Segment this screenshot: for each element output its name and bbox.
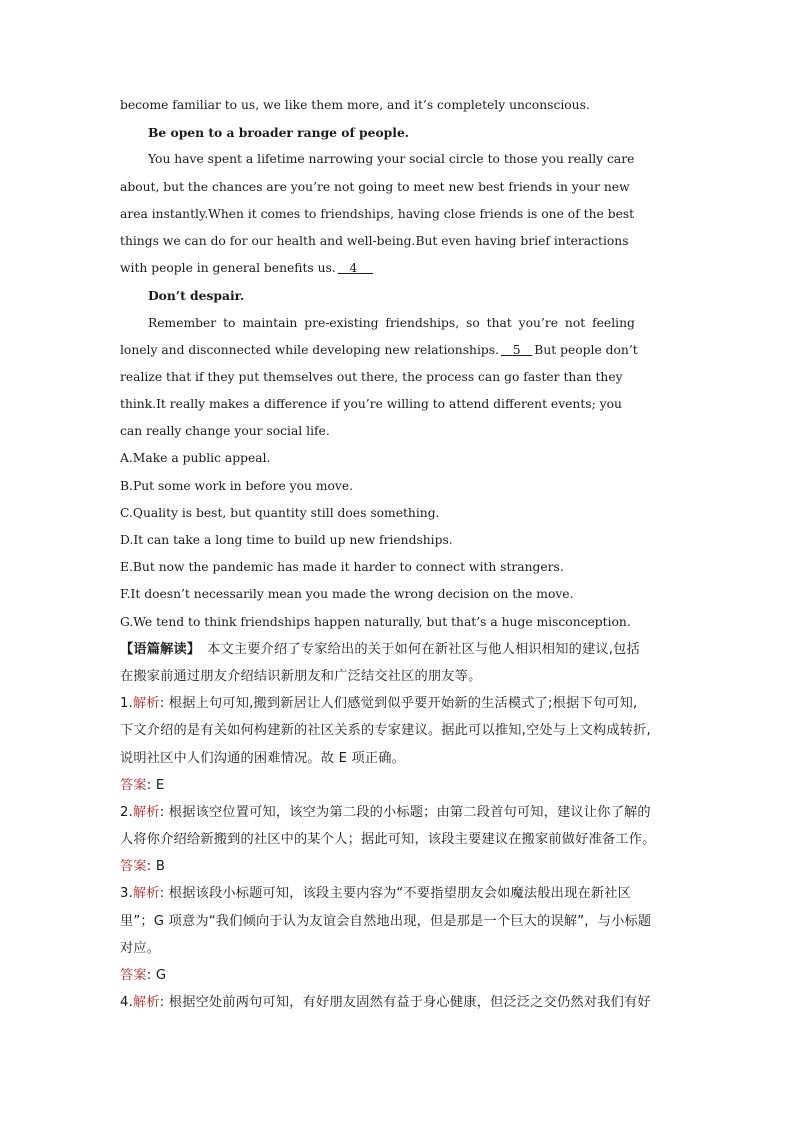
summary-line: 在搬家前通过朋友介绍结识新朋友和广泛结交社区的朋友等。 bbox=[120, 668, 482, 684]
passage-text: with people in general benefits us. bbox=[120, 261, 336, 276]
summary-text: 本文主要介绍了专家给出的关于如何在新社区与他人相识相知的建议,包括 bbox=[193, 641, 640, 657]
document-page bbox=[120, 92, 680, 1016]
analysis-label: 解析 bbox=[132, 696, 160, 712]
analysis-line: 对应。 bbox=[120, 940, 161, 956]
option-c: C.Quality is best, but quantity still does something. bbox=[120, 505, 440, 520]
passage-line: You have spent a lifetime narrowing your social circle to those you really care bbox=[148, 152, 635, 167]
question-number: 1. bbox=[120, 696, 133, 712]
analysis-line: 下文介绍的是有关如何构建新的社区关系的专家建议。据此可以推知,空处与上文构成转折, bbox=[120, 723, 651, 739]
section-heading-5: Don’t despair. bbox=[148, 288, 245, 304]
blank-number: 4 bbox=[349, 261, 358, 276]
question-number: 2. bbox=[120, 804, 133, 820]
passage-line: Remember to maintain pre-existing friendships, so that you’re not feeling bbox=[148, 315, 635, 330]
passage-text: lonely and disconnected while developing new relationships. bbox=[120, 342, 499, 357]
option-g: G.We tend to think friendships happen naturally, but that’s a huge misconception. bbox=[120, 614, 631, 629]
passage-line bbox=[120, 255, 680, 282]
analysis-text: : 根据该段小标题可知，该段主要内容为“不要指望朋友会如魔法般出现在新社区 bbox=[159, 886, 632, 902]
answer-1 bbox=[120, 772, 680, 799]
passage-line bbox=[120, 337, 680, 364]
analysis-line: 说明社区中人们沟通的困难情况。故 E 项正确。 bbox=[120, 750, 406, 766]
section-heading-4: Be open to a broader range of people. bbox=[148, 125, 410, 141]
blank-number: 5 bbox=[512, 342, 521, 357]
passage-line: realize that if they put themselves out there, the process can go faster than they bbox=[120, 369, 623, 384]
blank-4 bbox=[336, 255, 375, 282]
analysis-1 bbox=[120, 690, 680, 717]
analysis-label: 解析 bbox=[132, 995, 160, 1011]
question-number: 3. bbox=[120, 886, 133, 902]
question-number: 4. bbox=[120, 995, 133, 1011]
answer-value: : E bbox=[146, 777, 165, 793]
analysis-label: 解析 bbox=[132, 886, 160, 902]
analysis-2 bbox=[120, 799, 680, 826]
option-b: B.Put some work in before you move. bbox=[120, 478, 354, 493]
passage-text: But people don’t bbox=[534, 342, 638, 357]
answer-label: 答案 bbox=[120, 859, 147, 875]
analysis-4 bbox=[120, 989, 680, 1016]
summary-tag: 【语篇解读】 bbox=[120, 641, 194, 657]
passage-summary bbox=[120, 636, 680, 663]
answer-value: : G bbox=[146, 968, 167, 983]
passage-line: things we can do for our health and well-being.But even having brief interactions bbox=[120, 233, 629, 248]
option-a: A.Make a public appeal. bbox=[120, 451, 271, 466]
analysis-label: 解析 bbox=[132, 804, 160, 820]
analysis-text: : 根据上句可知,搬到新居让人们感觉到似乎要开始新的生活模式了;根据下句可知, bbox=[159, 696, 638, 712]
analysis-line: 里”；G 项意为“我们倾向于认为友谊会自然地出现，但是那是一个巨大的误解”，与小标题 bbox=[120, 913, 652, 929]
analysis-text: : 根据空处前两句可知，有好朋友固然有益于身心健康，但泛泛之交仍然对我们有好 bbox=[159, 995, 651, 1011]
answer-label: 答案 bbox=[120, 968, 147, 983]
passage-line: about, but the chances are you’re not going to meet new best friends in your new bbox=[120, 179, 630, 194]
option-d: D.It can take a long time to build up new friendships. bbox=[120, 533, 453, 547]
analysis-3 bbox=[120, 880, 680, 907]
answer-3 bbox=[120, 962, 680, 989]
passage-line: can really change your social life. bbox=[120, 424, 330, 439]
passage-line: area instantly.When it comes to friendships, having close friends is one of the best bbox=[120, 206, 635, 221]
answer-value: : B bbox=[146, 859, 166, 875]
passage-line: become familiar to us, we like them more, and it’s completely unconscious. bbox=[120, 98, 590, 112]
answer-label: 答案 bbox=[120, 777, 147, 793]
analysis-text: : 根据该空位置可知，该空为第二段的小标题；由第二段首句可知，建议让你了解的 bbox=[159, 804, 651, 820]
passage-line: think.It really makes a difference if you’re willing to attend different events; you bbox=[120, 397, 622, 412]
option-f: F.It doesn’t necessarily mean you made the wrong decision on the move. bbox=[120, 587, 574, 602]
analysis-line: 人将你介绍给新搬到的社区中的某个人；据此可知，该段主要建议在搬家前做好准备工作。 bbox=[120, 832, 656, 848]
blank-5 bbox=[499, 337, 534, 364]
answer-2 bbox=[120, 853, 680, 880]
option-e: E.But now the pandemic has made it harder to connect with strangers. bbox=[120, 560, 564, 575]
